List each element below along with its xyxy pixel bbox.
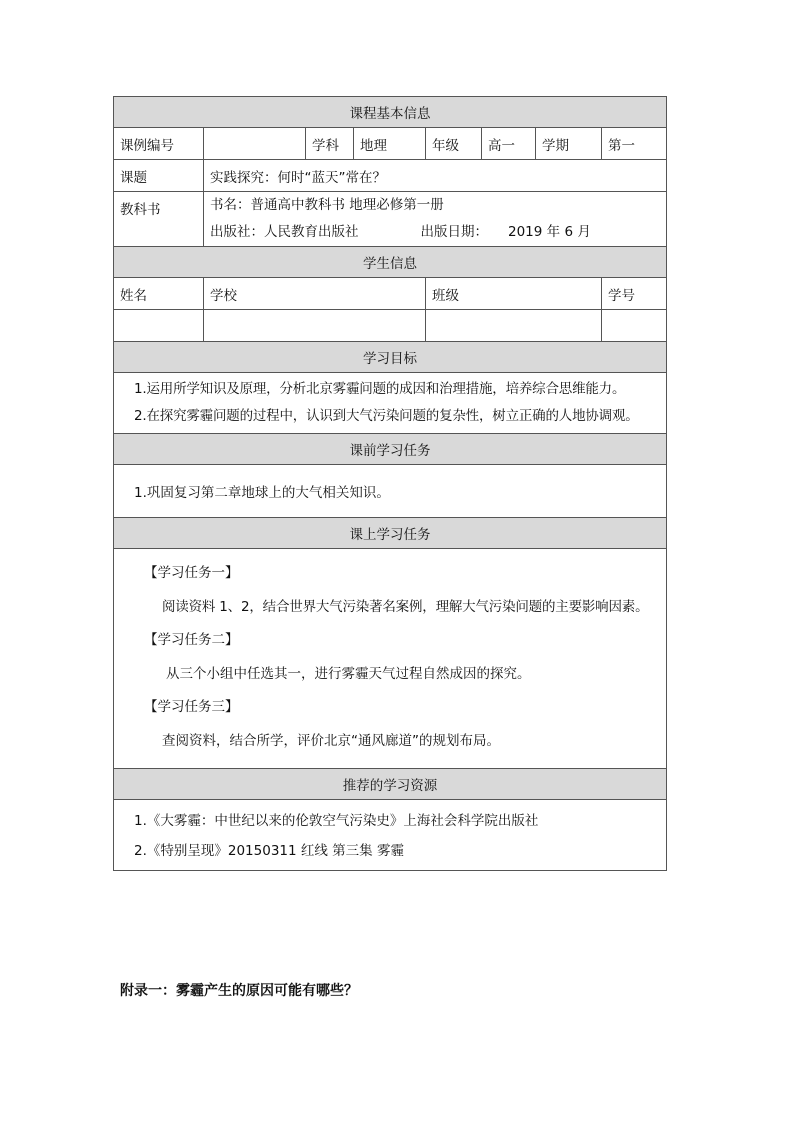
class-value[interactable]: [426, 310, 602, 342]
student-info-header: 学生信息: [114, 247, 667, 278]
pre-class-row: [114, 465, 667, 518]
pre-class-item: 1.巩固复习第二章地球上的大气相关知识。: [114, 465, 667, 518]
student-labels-row: [114, 278, 667, 310]
student-values-row: [114, 310, 667, 342]
in-class-header: 课上学习任务: [114, 518, 667, 549]
school-value[interactable]: [204, 310, 426, 342]
task-title: 【学习任务一】: [144, 565, 239, 581]
task-body: 查阅资料，结合所学，评价北京“通风廊道”的规划布局。: [162, 733, 500, 749]
grade-value: 高一: [482, 128, 536, 160]
task-title: 【学习任务三】: [144, 699, 239, 715]
book-name: 书名：普通高中教科书 地理必修第一册: [210, 197, 444, 213]
course-meta-row: [114, 128, 667, 160]
course-info-header: 课程基本信息: [114, 97, 667, 128]
subject-label: 学科: [306, 128, 354, 160]
student-no-label: 学号: [602, 278, 667, 310]
publisher: 出版社：人民教育出版社: [210, 224, 359, 240]
subject-value: 地理: [354, 128, 426, 160]
course-info-header-row: [114, 97, 667, 128]
goal-item: 1.运用所学知识及原理，分析北京雾霾问题的成因和治理措施，培养综合思维能力。: [134, 381, 626, 397]
goal-item: 2.在探究雾霾问题的过程中，认识到大气污染问题的复杂性，树立正确的人地协调观。: [134, 408, 639, 424]
pub-date-label: 出版日期：: [420, 224, 488, 240]
resources-row: [114, 800, 667, 871]
case-no-label: 课例编号: [114, 128, 204, 160]
task-body: 阅读资料 1、2，结合世界大气污染著名案例，理解大气污染问题的主要影响因素。: [162, 599, 649, 615]
textbook-label: 教科书: [114, 192, 204, 247]
resource-item: 2.《特别呈现》20150311 红线 第三集 雾霾: [134, 843, 404, 859]
goals-header-row: [114, 342, 667, 373]
in-class-header-row: [114, 518, 667, 549]
topic-value: 实践探究：何时“蓝天”常在？: [204, 160, 667, 192]
name-label: 姓名: [114, 278, 204, 310]
in-class-tasks: [114, 549, 667, 769]
resources-list: [114, 800, 667, 871]
case-no-value: [204, 128, 306, 160]
textbook-details: [204, 192, 667, 247]
publisher-line: [210, 219, 660, 246]
pre-class-header-row: [114, 434, 667, 465]
task-title: 【学习任务二】: [144, 632, 239, 648]
resource-item: 1.《大雾霾：中世纪以来的伦敦空气污染史》上海社会科学院出版社: [134, 813, 539, 829]
term-value: 第一: [602, 128, 667, 160]
student-info-header-row: [114, 247, 667, 278]
task-body: 从三个小组中任选其一，进行雾霾天气过程自然成因的探究。: [166, 666, 531, 682]
pre-class-header: 课前学习任务: [114, 434, 667, 465]
resources-header: 推荐的学习资源: [114, 769, 667, 800]
pub-date: 2019 年 6 月: [508, 224, 591, 240]
student-no-value[interactable]: [602, 310, 667, 342]
goals-list: [114, 373, 667, 434]
grade-label: 年级: [426, 128, 482, 160]
in-class-row: [114, 549, 667, 769]
school-label: 学校: [204, 278, 426, 310]
topic-label: 课题: [114, 160, 204, 192]
resources-header-row: [114, 769, 667, 800]
class-label: 班级: [426, 278, 602, 310]
course-table: [113, 96, 667, 871]
textbook-row: [114, 192, 667, 247]
goals-header: 学习目标: [114, 342, 667, 373]
appendix-title: 附录一：雾霾产生的原因可能有哪些？: [120, 983, 358, 999]
topic-row: [114, 160, 667, 192]
term-label: 学期: [536, 128, 602, 160]
name-value[interactable]: [114, 310, 204, 342]
goals-row: [114, 373, 667, 434]
